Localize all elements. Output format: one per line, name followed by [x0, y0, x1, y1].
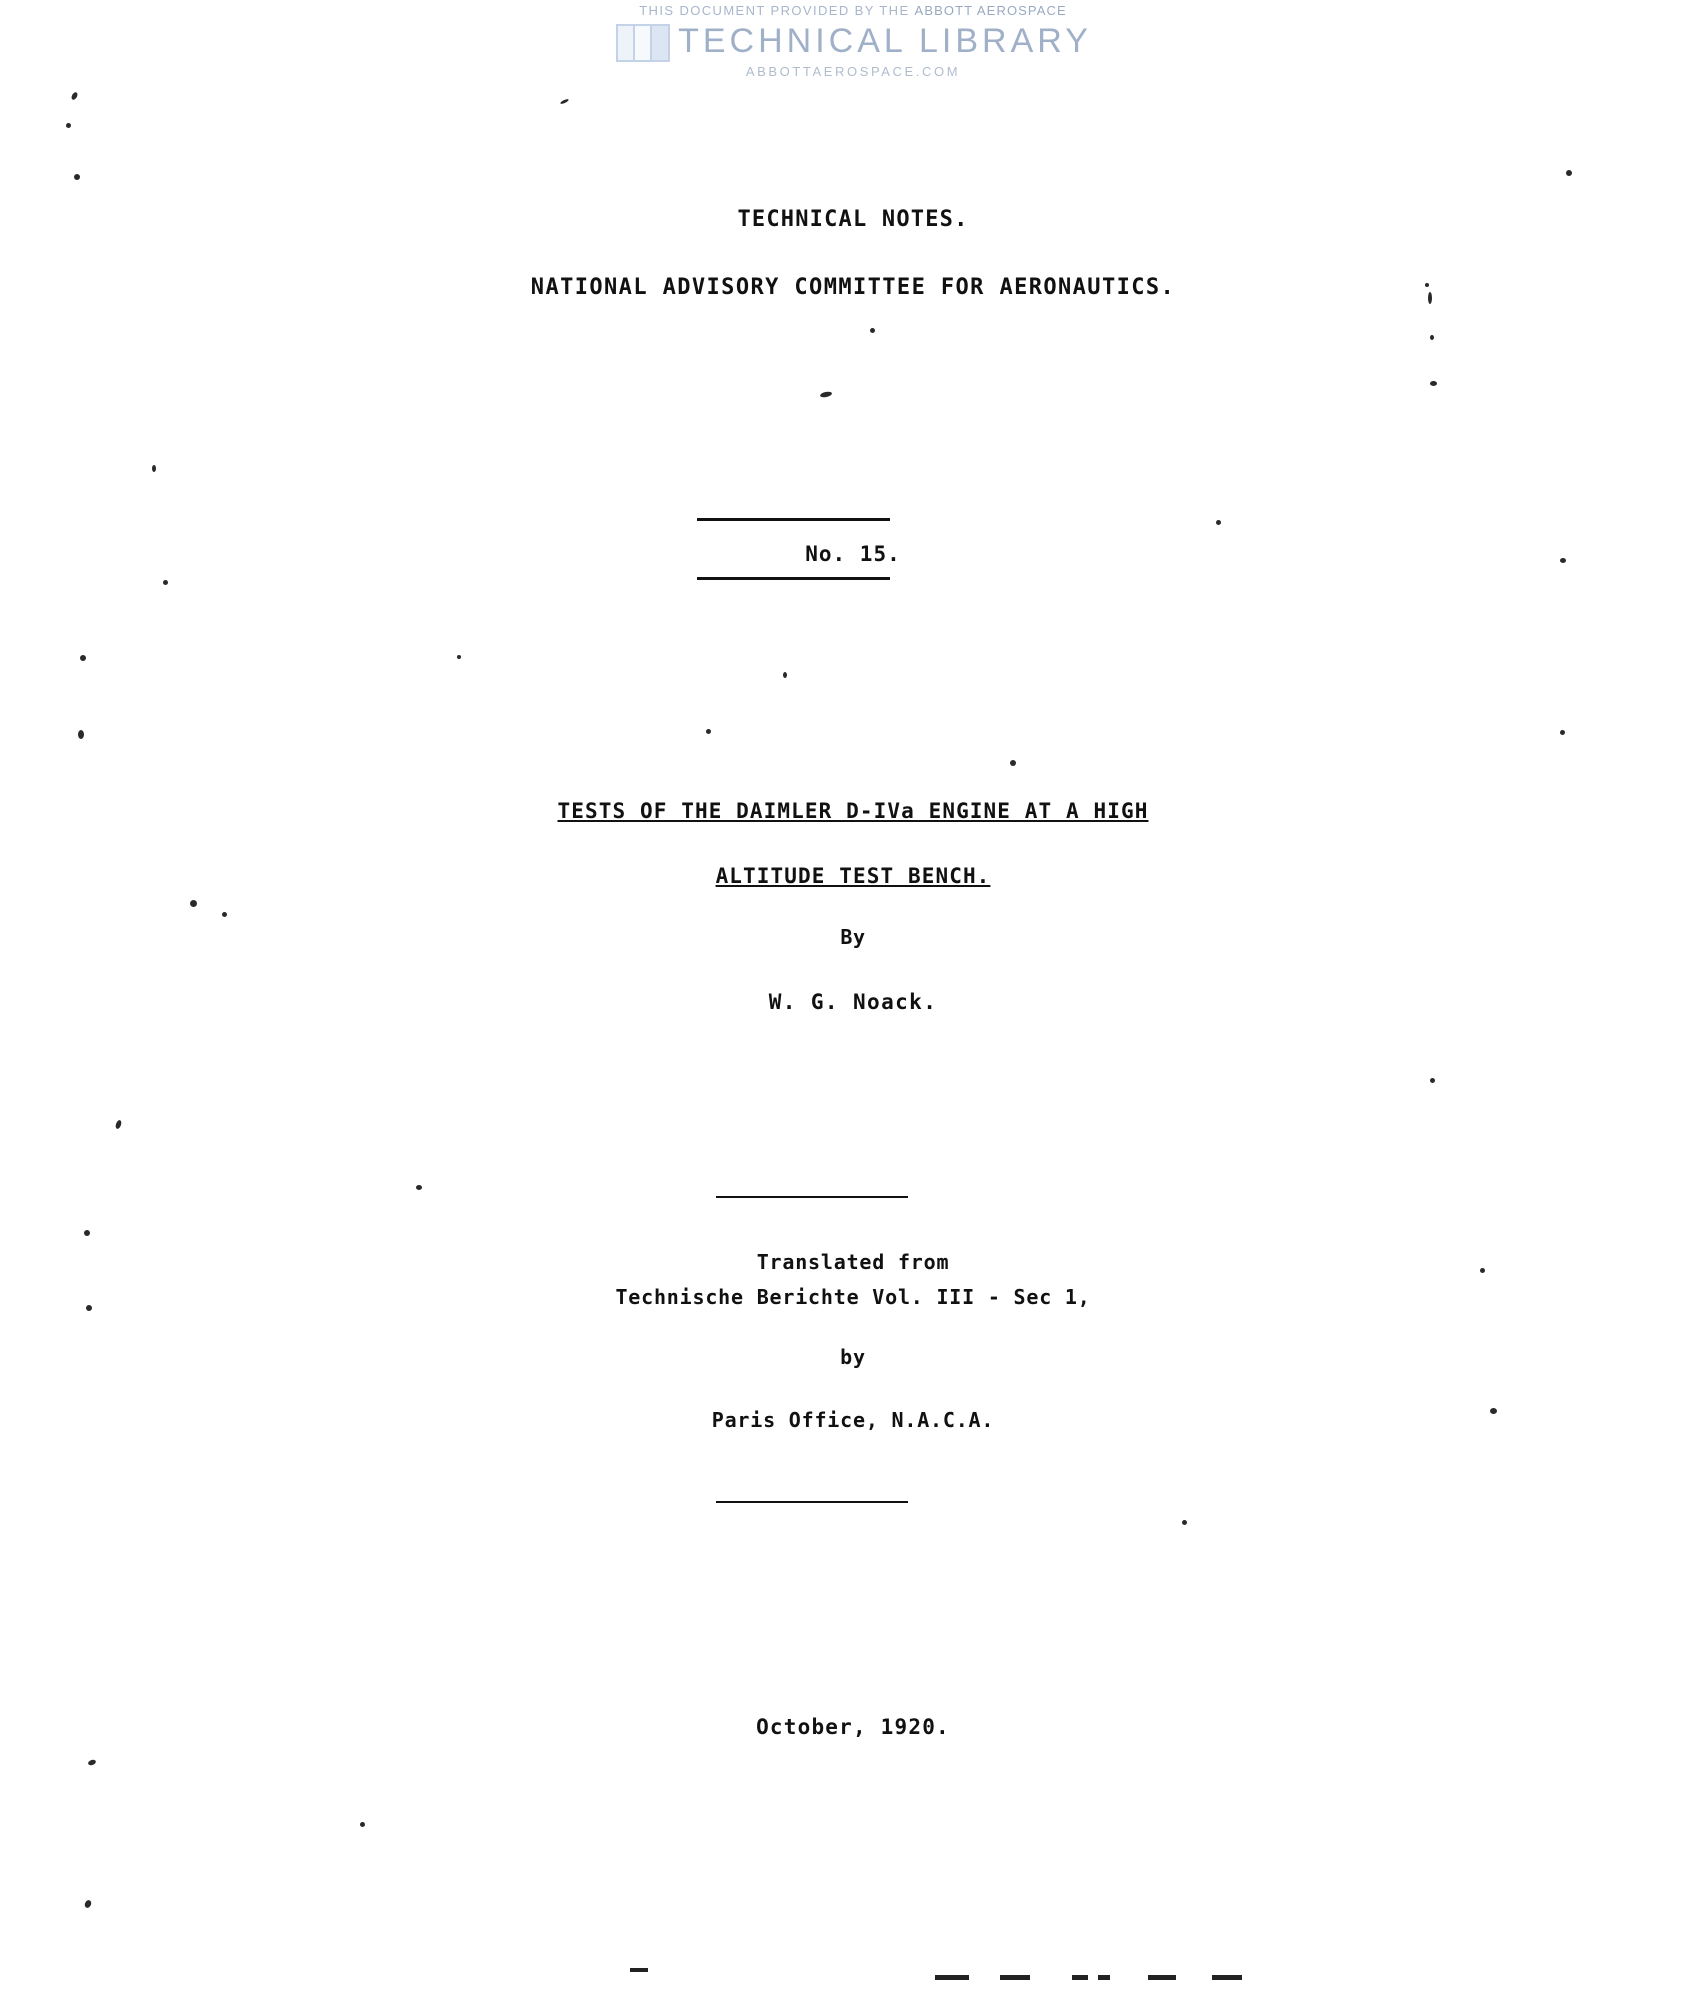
scan-speck [1566, 170, 1572, 176]
scan-speck [360, 1822, 365, 1827]
by-label-secondary: by [840, 1345, 866, 1369]
scan-speck [84, 1899, 93, 1909]
rule-above-number [697, 518, 890, 521]
scan-speck [70, 91, 78, 100]
watermark-top-prefix: THIS DOCUMENT PROVIDED BY THE [639, 3, 910, 18]
publication-date: October, 1920. [756, 1715, 950, 1739]
scan-speck [87, 1759, 96, 1766]
scan-speck [84, 1230, 90, 1236]
translator-office: Paris Office, N.A.C.A. [711, 1408, 995, 1432]
page-header-organization: NATIONAL ADVISORY COMMITTEE FOR AERONAUTICS. [530, 275, 1176, 300]
rule-below-translation [716, 1501, 908, 1503]
scan-speck [1490, 1408, 1497, 1414]
scan-edge-dash [1148, 1975, 1176, 1980]
scan-speck [870, 328, 875, 333]
scan-speck [163, 580, 168, 585]
scan-speck [1560, 730, 1565, 735]
report-title-line-2: ALTITUDE TEST BENCH. [715, 864, 991, 888]
scan-speck [1480, 1268, 1485, 1273]
scan-speck [1216, 520, 1221, 525]
page-header-technical-notes: TECHNICAL NOTES. [737, 207, 969, 232]
scan-edge-dash [1098, 1975, 1110, 1980]
rule-below-number [697, 577, 890, 580]
report-number: No. 15. [805, 542, 901, 566]
scan-speck [416, 1185, 422, 1190]
scan-speck [1430, 335, 1434, 340]
scan-edge-dash [1000, 1975, 1030, 1980]
scan-speck [86, 1305, 92, 1311]
scan-speck [457, 655, 461, 659]
scan-edge-dash [935, 1975, 969, 1980]
by-label: By [840, 925, 866, 949]
scan-speck [190, 900, 197, 907]
watermark-subtitle: ABBOTTAEROSPACE.COM [745, 64, 961, 79]
scan-speck [820, 391, 833, 398]
scan-speck [706, 729, 711, 734]
scan-speck [1428, 292, 1432, 304]
source-publication: Technische Berichte Vol. III - Sec 1, [615, 1285, 1091, 1309]
rule-above-translation [716, 1196, 908, 1198]
scan-speck [560, 98, 569, 105]
scan-edge-dash [630, 1968, 648, 1972]
scan-speck [222, 912, 227, 917]
scan-speck [74, 174, 80, 180]
scan-speck [80, 655, 86, 661]
scan-speck [66, 123, 71, 128]
scan-speck [1010, 760, 1016, 766]
scan-speck [78, 730, 84, 739]
report-title-line-1: TESTS OF THE DAIMLER D-IVa ENGINE AT A HIGH [557, 799, 1149, 823]
translated-from-label: Translated from [756, 1250, 950, 1274]
scan-speck [1560, 558, 1566, 563]
scan-speck [1430, 381, 1437, 386]
scan-speck [1182, 1520, 1187, 1525]
watermark-title: TECHNICAL LIBRARY [678, 21, 1092, 60]
author-name: W. G. Noack. [768, 990, 938, 1014]
watermark-top-brand: ABBOTT AEROSPACE [914, 3, 1067, 18]
scan-speck [1430, 1078, 1435, 1083]
scan-speck [152, 465, 156, 472]
scan-edge-dash [1072, 1975, 1088, 1980]
scan-speck [115, 1119, 123, 1129]
scan-speck [1425, 283, 1429, 287]
scan-edge-dash [1212, 1975, 1242, 1980]
scan-speck [783, 672, 787, 678]
